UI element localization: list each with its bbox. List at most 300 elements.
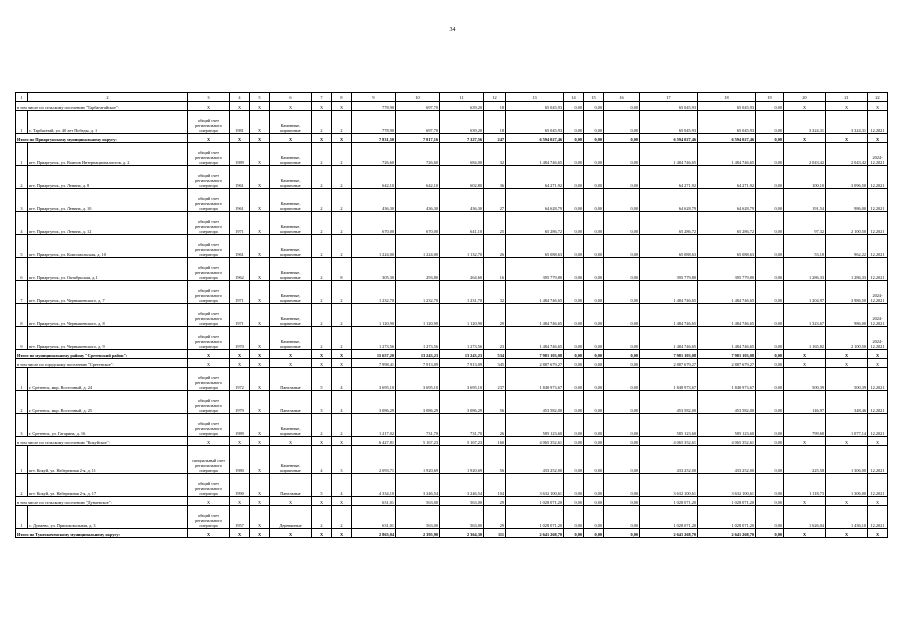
value-cell: 1 028 071,20 [698,497,756,506]
value-cell: 65 088,63 [640,235,698,258]
subtotal-label: в том числе по городскому поселению "Сретенское": [16,359,188,368]
value-cell: 563,00 [440,506,484,529]
value-cell: 0,00 [756,281,784,304]
address-cell: пгт. Приаргунск, ул. Ленина, д. 10 [28,189,188,212]
value-cell: 225,58 [784,446,826,474]
value-cell: X [312,437,332,446]
value-cell: 1 165,82 [784,327,826,350]
value-cell: 3 086,29 [440,391,484,414]
value-cell: 2024-12.2021 [868,327,888,350]
value-cell: 3 986,50 [826,281,868,304]
value-cell: 0,00 [584,350,604,359]
value-cell: X [826,359,868,368]
value-cell: X [270,359,312,368]
value-cell: специальный счет регионального оператора [188,446,230,474]
value-cell: X [784,529,826,538]
value-cell: 631,01 [352,506,396,529]
capital-repair-table-wrapper [15,92,887,538]
value-cell: 0,00 [584,327,604,350]
table-row [16,391,888,414]
value-cell: 0,00 [564,529,584,538]
value-cell: X [868,102,888,111]
value-cell: 962,22 [826,235,868,258]
address-cell: пгт. Приаргунск, ул. Комсомольская, д. 10 [28,235,188,258]
value-cell: 0,00 [756,212,784,235]
value-cell: 0,00 [584,529,604,538]
value-cell: 436,30 [440,189,484,212]
column-number-cell: 22 [868,93,888,102]
row-number: 2 [16,166,28,189]
value-cell: 731,70 [396,414,440,437]
value-cell: 0,00 [584,368,604,391]
value-cell: 0,00 [756,189,784,212]
column-number-cell: 14 [564,93,584,102]
value-cell: 2 [332,143,352,166]
column-number-cell: 5 [250,93,270,102]
value-cell: 1962 [230,258,250,281]
value-cell: Каменные, кирпичные [270,235,312,258]
value-cell: 3 324,31 [826,111,868,134]
column-number-cell: 19 [756,93,784,102]
value-cell: 2 [312,506,332,529]
value-cell: 1 626,04 [784,506,826,529]
value-cell: 7 817,16 [396,134,440,143]
value-cell: 1 484 746,65 [506,143,564,166]
column-number-cell: 16 [604,93,640,102]
value-cell: 23 [484,327,506,350]
value-cell: 65 286,72 [640,212,698,235]
value-cell: 12.2021 [868,166,888,189]
value-cell: X [270,350,312,359]
value-cell: Каменные, кирпичные [270,258,312,281]
column-number-cell: 2 [28,93,188,102]
value-cell: 26 [484,235,506,258]
value-cell: 0,00 [756,506,784,529]
value-cell: 0,00 [756,111,784,134]
value-cell: 0,00 [604,143,640,166]
value-cell: 2024-12.2021 [868,143,888,166]
value-cell: X [230,437,250,446]
value-cell: X [250,166,270,189]
value-cell: 29 [484,304,506,327]
value-cell: X [188,134,230,143]
value-cell: X [332,134,352,143]
value-cell: 2 100,50 [826,212,868,235]
value-cell: X [826,350,868,359]
row-number: 2 [16,474,28,497]
value-cell: 6 594 027,46 [698,134,756,143]
value-cell: 1 132,70 [440,235,484,258]
value-cell: 731,70 [440,414,484,437]
value-cell: 2 [312,327,332,350]
value-cell: 602,80 [440,166,484,189]
value-cell: 0,00 [584,212,604,235]
value-cell: 1971 [230,304,250,327]
row-number: 2 [16,391,28,414]
value-cell: 0,00 [564,258,584,281]
value-cell: 2 887 679,27 [698,359,756,368]
value-cell: 0,00 [564,446,584,474]
value-cell: 3 695,10 [440,368,484,391]
value-cell: 18 [484,111,506,134]
value-cell: 64 628,79 [640,189,698,212]
value-cell: 0,00 [604,189,640,212]
value-cell: X [188,359,230,368]
value-cell: X [332,359,352,368]
value-cell: 1 217,02 [352,414,396,437]
value-cell: 0,00 [584,497,604,506]
value-cell: 0,00 [756,327,784,350]
value-cell: 0,00 [756,414,784,437]
value-cell: 3 [332,446,352,474]
value-cell: 2 [312,111,332,134]
value-cell: 697,70 [396,102,440,111]
value-cell: 12.2021 [868,189,888,212]
value-cell: 0,00 [564,102,584,111]
value-cell: 0,00 [584,143,604,166]
value-cell: 18 [484,102,506,111]
value-cell: 191,54 [784,189,826,212]
row-number: 3 [16,414,28,437]
value-cell: 64 628,79 [506,189,564,212]
value-cell: 1 077,14 [826,414,868,437]
value-cell: 563,00 [396,497,440,506]
subtotal-row [16,102,888,111]
value-cell: X [826,102,868,111]
value-cell: 0,00 [604,327,640,350]
value-cell: X [230,359,250,368]
value-cell: 0,00 [756,166,784,189]
row-number: 9 [16,327,28,350]
value-cell: 1 028 071,20 [506,506,564,529]
value-cell: X [250,327,270,350]
row-number: 1 [16,368,28,391]
value-cell: 1 028 071,20 [698,506,756,529]
value-cell: 1 120,90 [352,304,396,327]
value-cell: 1961 [230,235,250,258]
value-cell: 395 779,80 [506,258,564,281]
value-cell: 2 093,71 [352,446,396,474]
table-row [16,258,888,281]
value-cell: 2024-12.2021 [868,304,888,327]
value-cell: 0,00 [756,350,784,359]
value-cell: 0,00 [564,235,584,258]
value-cell: X [250,235,270,258]
value-cell: 3 324,31 [784,111,826,134]
value-cell: 12.2021 [868,368,888,391]
column-number-cell: 10 [396,93,440,102]
value-cell: 29 [484,506,506,529]
value-cell: 1 484 746,65 [698,281,756,304]
value-cell: 2 [312,258,332,281]
value-cell: 4 [332,368,352,391]
value-cell: 641,10 [440,212,484,235]
value-cell: 2 [332,212,352,235]
value-cell: 534 [484,350,506,359]
value-cell: 32 [484,143,506,166]
value-cell: 4 065 352,61 [698,437,756,446]
value-cell: 433 252,00 [640,446,698,474]
value-cell: 0,00 [584,258,604,281]
value-cell: общий счет регионального оператора [188,281,230,304]
value-cell: X [332,497,352,506]
value-cell: 65 088,63 [698,235,756,258]
value-cell: 0,00 [564,497,584,506]
value-cell: X [188,350,230,359]
value-cell: 4 [312,446,332,474]
value-cell: общий счет регионального оператора [188,391,230,414]
value-cell: 7 327,56 [440,134,484,143]
value-cell: общий счет регионального оператора [188,368,230,391]
value-cell: 0,00 [564,143,584,166]
column-number-cell: 12 [484,93,506,102]
value-cell: Панельные [270,391,312,414]
value-cell: 453 582,00 [640,391,698,414]
column-number-cell: 3 [188,93,230,102]
value-cell: 2 [332,414,352,437]
value-cell: Каменные, кирпичные [270,212,312,235]
value-cell: 12.2021 [868,391,888,414]
value-cell: Деревянные [270,506,312,529]
subtotal-label: в том числе по сельскому поселению "Кокуйское": [16,437,188,446]
value-cell: X [230,134,250,143]
subtotal-row [16,134,888,143]
value-cell: 348,46 [826,391,868,414]
value-cell: 56 [484,446,506,474]
value-cell: 264,60 [440,258,484,281]
value-cell: X [250,212,270,235]
value-cell: 585 123,60 [506,414,564,437]
value-cell: 1957 [230,506,250,529]
value-cell: 986,00 [826,304,868,327]
value-cell: 13 243,23 [396,350,440,359]
value-cell: X [250,497,270,506]
value-cell: 684,00 [440,143,484,166]
value-cell: общий счет регионального оператора [188,506,230,529]
value-cell: 65 286,72 [698,212,756,235]
value-cell: 0,00 [604,235,640,258]
value-cell: 64 271,92 [506,166,564,189]
value-cell: 32 [484,281,506,304]
value-cell: 1 273,56 [352,327,396,350]
value-cell: 237 [484,368,506,391]
value-cell: X [250,414,270,437]
value-cell: 6 594 027,46 [640,134,698,143]
value-cell: 1 232,70 [352,281,396,304]
value-cell: 0,00 [564,506,584,529]
value-cell: Каменные, кирпичные [270,166,312,189]
value-cell: 1 484 746,65 [640,143,698,166]
value-cell: X [250,506,270,529]
value-cell: 3 086,29 [396,391,440,414]
column-number-cell: 6 [270,93,312,102]
row-number: 1 [16,446,28,474]
value-cell: 5 [312,474,332,497]
address-cell: пгт. Приаргунск, ул. Ленина, д. 8 [28,166,188,189]
value-cell: 0,00 [604,111,640,134]
value-cell: 0,00 [756,304,784,327]
value-cell: 0,00 [756,134,784,143]
value-cell: 1 120,90 [440,304,484,327]
value-cell: X [312,350,332,359]
value-cell: 0,00 [564,304,584,327]
value-cell: 436,30 [352,189,396,212]
value-cell: 1970 [230,327,250,350]
value-cell: X [270,529,312,538]
value-cell: 3 632 100,61 [506,474,564,497]
value-cell: X [312,134,332,143]
value-cell: 12.2021 [868,474,888,497]
subtotal-label: в том числе по сельскому поселению "Дунаевское": [16,497,188,506]
value-cell: X [784,359,826,368]
subtotal-row [16,350,888,359]
value-cell: X [868,497,888,506]
value-cell: X [868,134,888,143]
value-cell: 0,00 [756,258,784,281]
value-cell: 2 364,30 [440,529,484,538]
value-cell: 53,18 [784,235,826,258]
value-cell: общий счет регионального оператора [188,327,230,350]
value-cell: 0,00 [604,212,640,235]
value-cell: общий счет регионального оператора [188,258,230,281]
value-cell: 26 [484,414,506,437]
value-cell: 778,90 [352,102,396,111]
value-cell: X [250,258,270,281]
value-cell: общий счет регионального оператора [188,304,230,327]
value-cell: 0,00 [604,368,640,391]
value-cell: 1 484 746,65 [506,327,564,350]
value-cell: X [868,359,888,368]
capital-repair-table [15,92,888,538]
value-cell: 293,80 [396,258,440,281]
table-row [16,446,888,474]
value-cell: 0,00 [756,143,784,166]
value-cell: 0,00 [604,391,640,414]
table-row [16,281,888,304]
value-cell: 2 [312,166,332,189]
value-cell: 0,00 [584,304,604,327]
value-cell: 7 981 103,08 [640,350,698,359]
value-cell: 111 [484,529,506,538]
value-cell: 2 [312,212,332,235]
value-cell: 0,00 [584,281,604,304]
value-cell: общий счет регионального оператора [188,474,230,497]
value-cell: 0,00 [584,391,604,414]
value-cell: 2 [332,111,352,134]
value-cell: 1989 [230,143,250,166]
value-cell: 670,00 [352,212,396,235]
column-number-cell: 13 [506,93,564,102]
table-row [16,166,888,189]
value-cell: X [230,102,250,111]
value-cell: 65 045,93 [698,111,756,134]
value-cell: 4 065 352,61 [506,437,564,446]
value-cell: X [270,102,312,111]
value-cell: 2 [332,166,352,189]
value-cell: 0,00 [564,111,584,134]
value-cell: 0,00 [584,134,604,143]
subtotal-row [16,497,888,506]
value-cell: 25 [484,212,506,235]
address-cell: г. Сретенск, мкр. Восточный, д. 24 [28,368,188,391]
value-cell: 1961 [230,166,250,189]
page-number: 34 [449,27,456,33]
value-cell: X [270,497,312,506]
address-cell: пгт. Приаргунск, ул. Чернышевского, д. 7 [28,281,188,304]
value-cell: 0,00 [564,166,584,189]
value-cell: 1980 [230,446,250,474]
value-cell: X [312,102,332,111]
value-cell: 64 628,79 [698,189,756,212]
value-cell: 0,00 [756,235,784,258]
value-cell: 104 [484,474,506,497]
value-cell: 3 096,50 [826,166,868,189]
value-cell: 0,00 [604,166,640,189]
value-cell: 15 657,20 [352,350,396,359]
value-cell: общий счет регионального оператора [188,212,230,235]
value-cell: 7 913,09 [440,359,484,368]
table-row [16,111,888,134]
value-cell: 0,00 [584,235,604,258]
value-cell: X [868,529,888,538]
value-cell: 1 484 746,65 [698,304,756,327]
value-cell: 1979 [230,391,250,414]
value-cell: 2 641 268,70 [506,529,564,538]
value-cell: 1 028 071,20 [506,497,564,506]
value-cell: 1 484 746,65 [506,281,564,304]
value-cell: 65 045,93 [640,111,698,134]
value-cell: 1 848 973,67 [698,368,756,391]
value-cell: 1 231,70 [440,281,484,304]
value-cell: 2 887 679,27 [640,359,698,368]
value-cell: 1 484 746,65 [506,304,564,327]
value-cell: 2024-12.2021 [868,281,888,304]
value-cell: 642,10 [396,166,440,189]
address-cell: пгт. Приаргунск, ул. Чернышевского, д. 9 [28,327,188,350]
value-cell: 1981 [230,111,250,134]
value-cell: 433 252,00 [506,446,564,474]
value-cell: X [250,143,270,166]
value-cell: 0,00 [584,111,604,134]
value-cell: X [826,134,868,143]
value-cell: 5 167,23 [440,437,484,446]
value-cell: Панельные [270,368,312,391]
value-cell: Каменные, кирпичные [270,143,312,166]
column-number-cell: 8 [332,93,352,102]
value-cell: 726,60 [396,143,440,166]
value-cell: X [826,437,868,446]
value-cell: 4 334,10 [352,474,396,497]
value-cell: 395 779,80 [698,258,756,281]
value-cell: 2 [312,189,332,212]
value-cell: 6 427,81 [352,437,396,446]
value-cell: 0,00 [564,368,584,391]
value-cell: 1 232,70 [396,281,440,304]
table-body [16,93,888,538]
value-cell: 436,30 [396,189,440,212]
value-cell: 3 246,54 [440,474,484,497]
value-cell: X [784,134,826,143]
value-cell: 1 484 746,65 [640,327,698,350]
value-cell: 2 [332,189,352,212]
value-cell: 4 065 352,61 [640,437,698,446]
value-cell: 563,00 [396,506,440,529]
subtotal-label: в том числе по сельскому поселению "Тарбагатайское": [16,102,188,111]
value-cell: 639,20 [440,111,484,134]
value-cell: 0,00 [756,102,784,111]
value-cell: 1 484 746,65 [640,304,698,327]
value-cell: 500,39 [826,368,868,391]
